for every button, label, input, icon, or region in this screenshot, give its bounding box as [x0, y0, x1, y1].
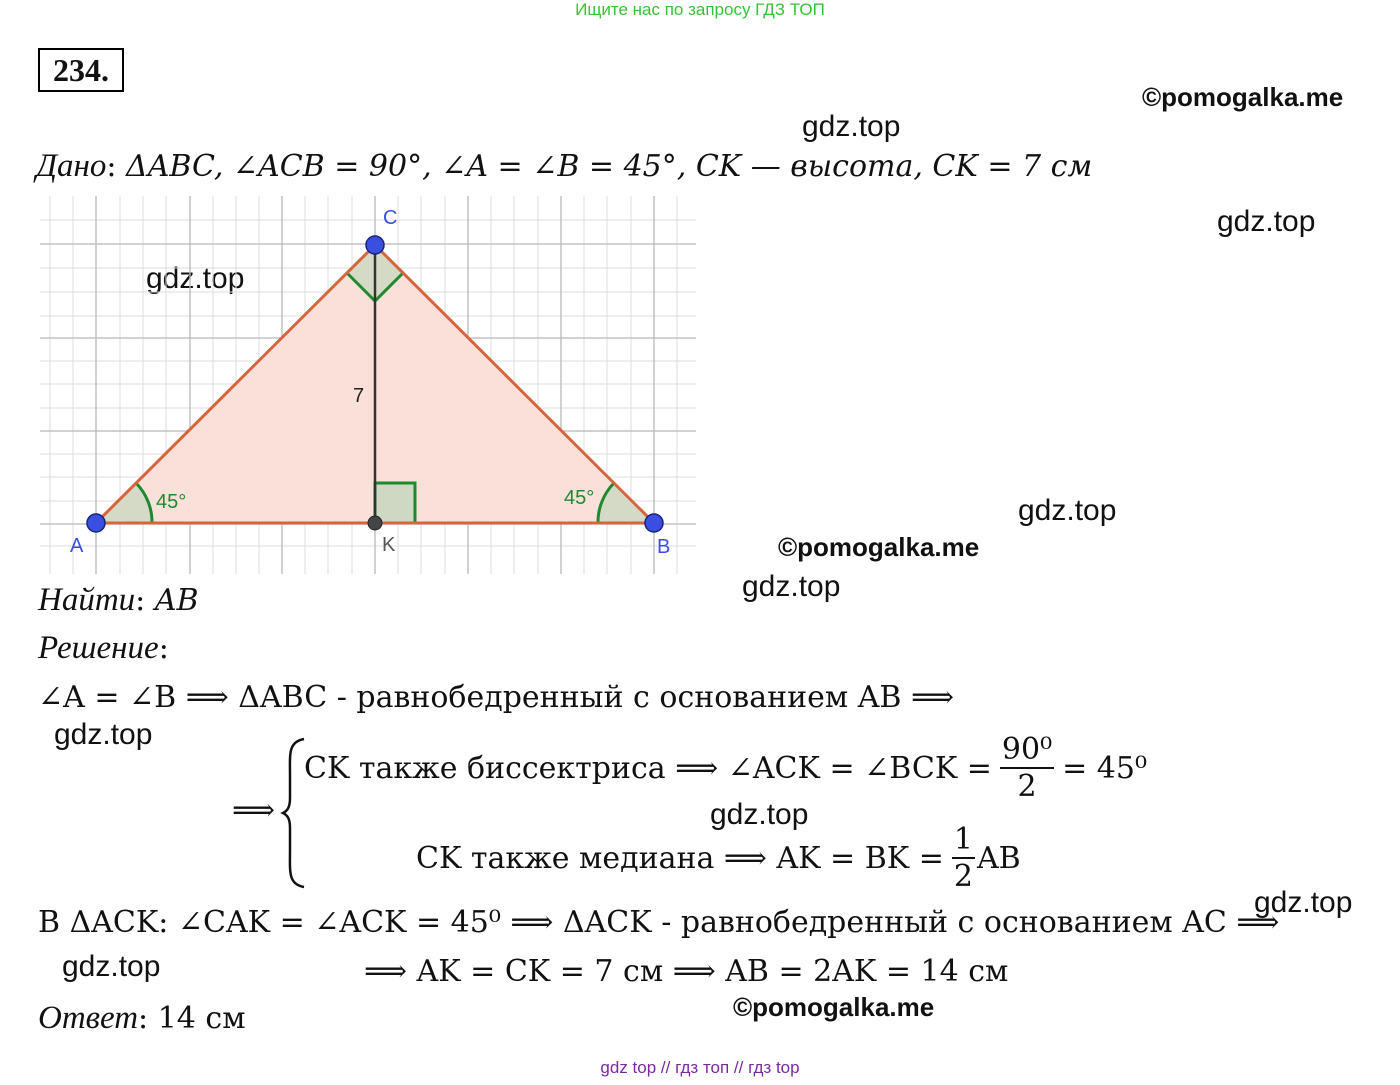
system-arrow: ⟹: [232, 793, 276, 828]
point-a: [87, 514, 105, 532]
watermark-gdz: gdz.top: [1018, 494, 1117, 527]
task-number: 234.: [38, 48, 124, 92]
find-text: AB: [154, 583, 199, 618]
solution-heading: Решение:: [38, 630, 169, 666]
label-k: K: [382, 534, 396, 556]
watermark-gdz: gdz.top: [54, 718, 153, 751]
watermark-gdz: gdz.top: [146, 262, 245, 295]
angle-a-label: 45°: [156, 491, 187, 513]
footer: gdz top // гдз топ // гдз top: [600, 1058, 800, 1077]
fraction-1-2: [952, 822, 975, 894]
answer-text: 14 см: [157, 1001, 246, 1036]
triangle-figure: [40, 196, 700, 576]
system-line-1: [304, 728, 1147, 808]
watermark-gdz: gdz.top: [710, 798, 809, 831]
solution-line-1: ∠A = ∠B ⟹ ΔABC - равнобедренный с основанием AB ⟹: [38, 680, 954, 715]
watermark-pomogalka: ©pomogalka.me: [733, 992, 935, 1022]
solution-line-4: ⟹ AK = CK = 7 см ⟹ AB = 2AK = 14 см: [364, 954, 1009, 989]
watermark-gdz: gdz.top: [62, 950, 161, 983]
point-b: [645, 514, 663, 532]
solution-label: Решение: [38, 630, 159, 666]
watermark-pomogalka: ©pomogalka.me: [778, 532, 980, 562]
given-label: Дано: [36, 148, 107, 184]
label-b: B: [657, 536, 671, 558]
label-c: C: [383, 207, 398, 229]
watermark-gdz: gdz.top: [742, 570, 841, 603]
median-tail: AB: [976, 840, 1021, 876]
given-line: Дано: ΔABC, ∠ACB = 90°, ∠A = ∠B = 45°, CK — высота, CK = 7 см: [36, 148, 1093, 184]
fraction-numerator: 90⁰: [1001, 732, 1053, 767]
height-label: 7: [353, 385, 365, 407]
answer-label: Ответ: [38, 1000, 139, 1036]
given-text: ΔABC, ∠ACB = 90°, ∠A = ∠B = 45°, CK — высота, CK = 7 см: [126, 149, 1093, 184]
watermark-gdz: gdz.top: [802, 110, 901, 143]
answer-line: Ответ: 14 см: [38, 1000, 246, 1036]
top-banner: Ищите нас по запросу ГДЗ ТОП: [575, 0, 825, 19]
find-line: Найти: AB: [38, 582, 199, 618]
bisector-text: CK также биссектриса ⟹ ∠ACK = ∠BCK =: [304, 750, 992, 786]
watermark-pomogalka: ©pomogalka.me: [1142, 82, 1344, 112]
watermark-gdz: gdz.top: [1254, 886, 1353, 919]
point-k: [368, 516, 382, 530]
system-line-2: [416, 818, 1021, 898]
angle-b-label: 45°: [564, 487, 595, 509]
bisector-result: = 45⁰: [1062, 750, 1147, 786]
point-c: [366, 236, 384, 254]
watermark-gdz: gdz.top: [1217, 205, 1316, 238]
solution-line-3: В ΔACK: ∠CAK = ∠ACK = 45⁰ ⟹ ΔACK - равнобедренный с основанием AC ⟹: [38, 905, 1280, 940]
find-label: Найти: [38, 582, 136, 618]
fraction-denominator: 2: [953, 859, 973, 894]
fraction-denominator: 2: [1017, 769, 1037, 804]
label-a: A: [70, 535, 84, 557]
fraction-numerator: 1: [953, 822, 973, 857]
angle-k-square: [375, 483, 415, 523]
median-text: CK также медиана ⟹ AK = BK =: [416, 840, 944, 876]
fraction-90-2: [1000, 732, 1054, 804]
